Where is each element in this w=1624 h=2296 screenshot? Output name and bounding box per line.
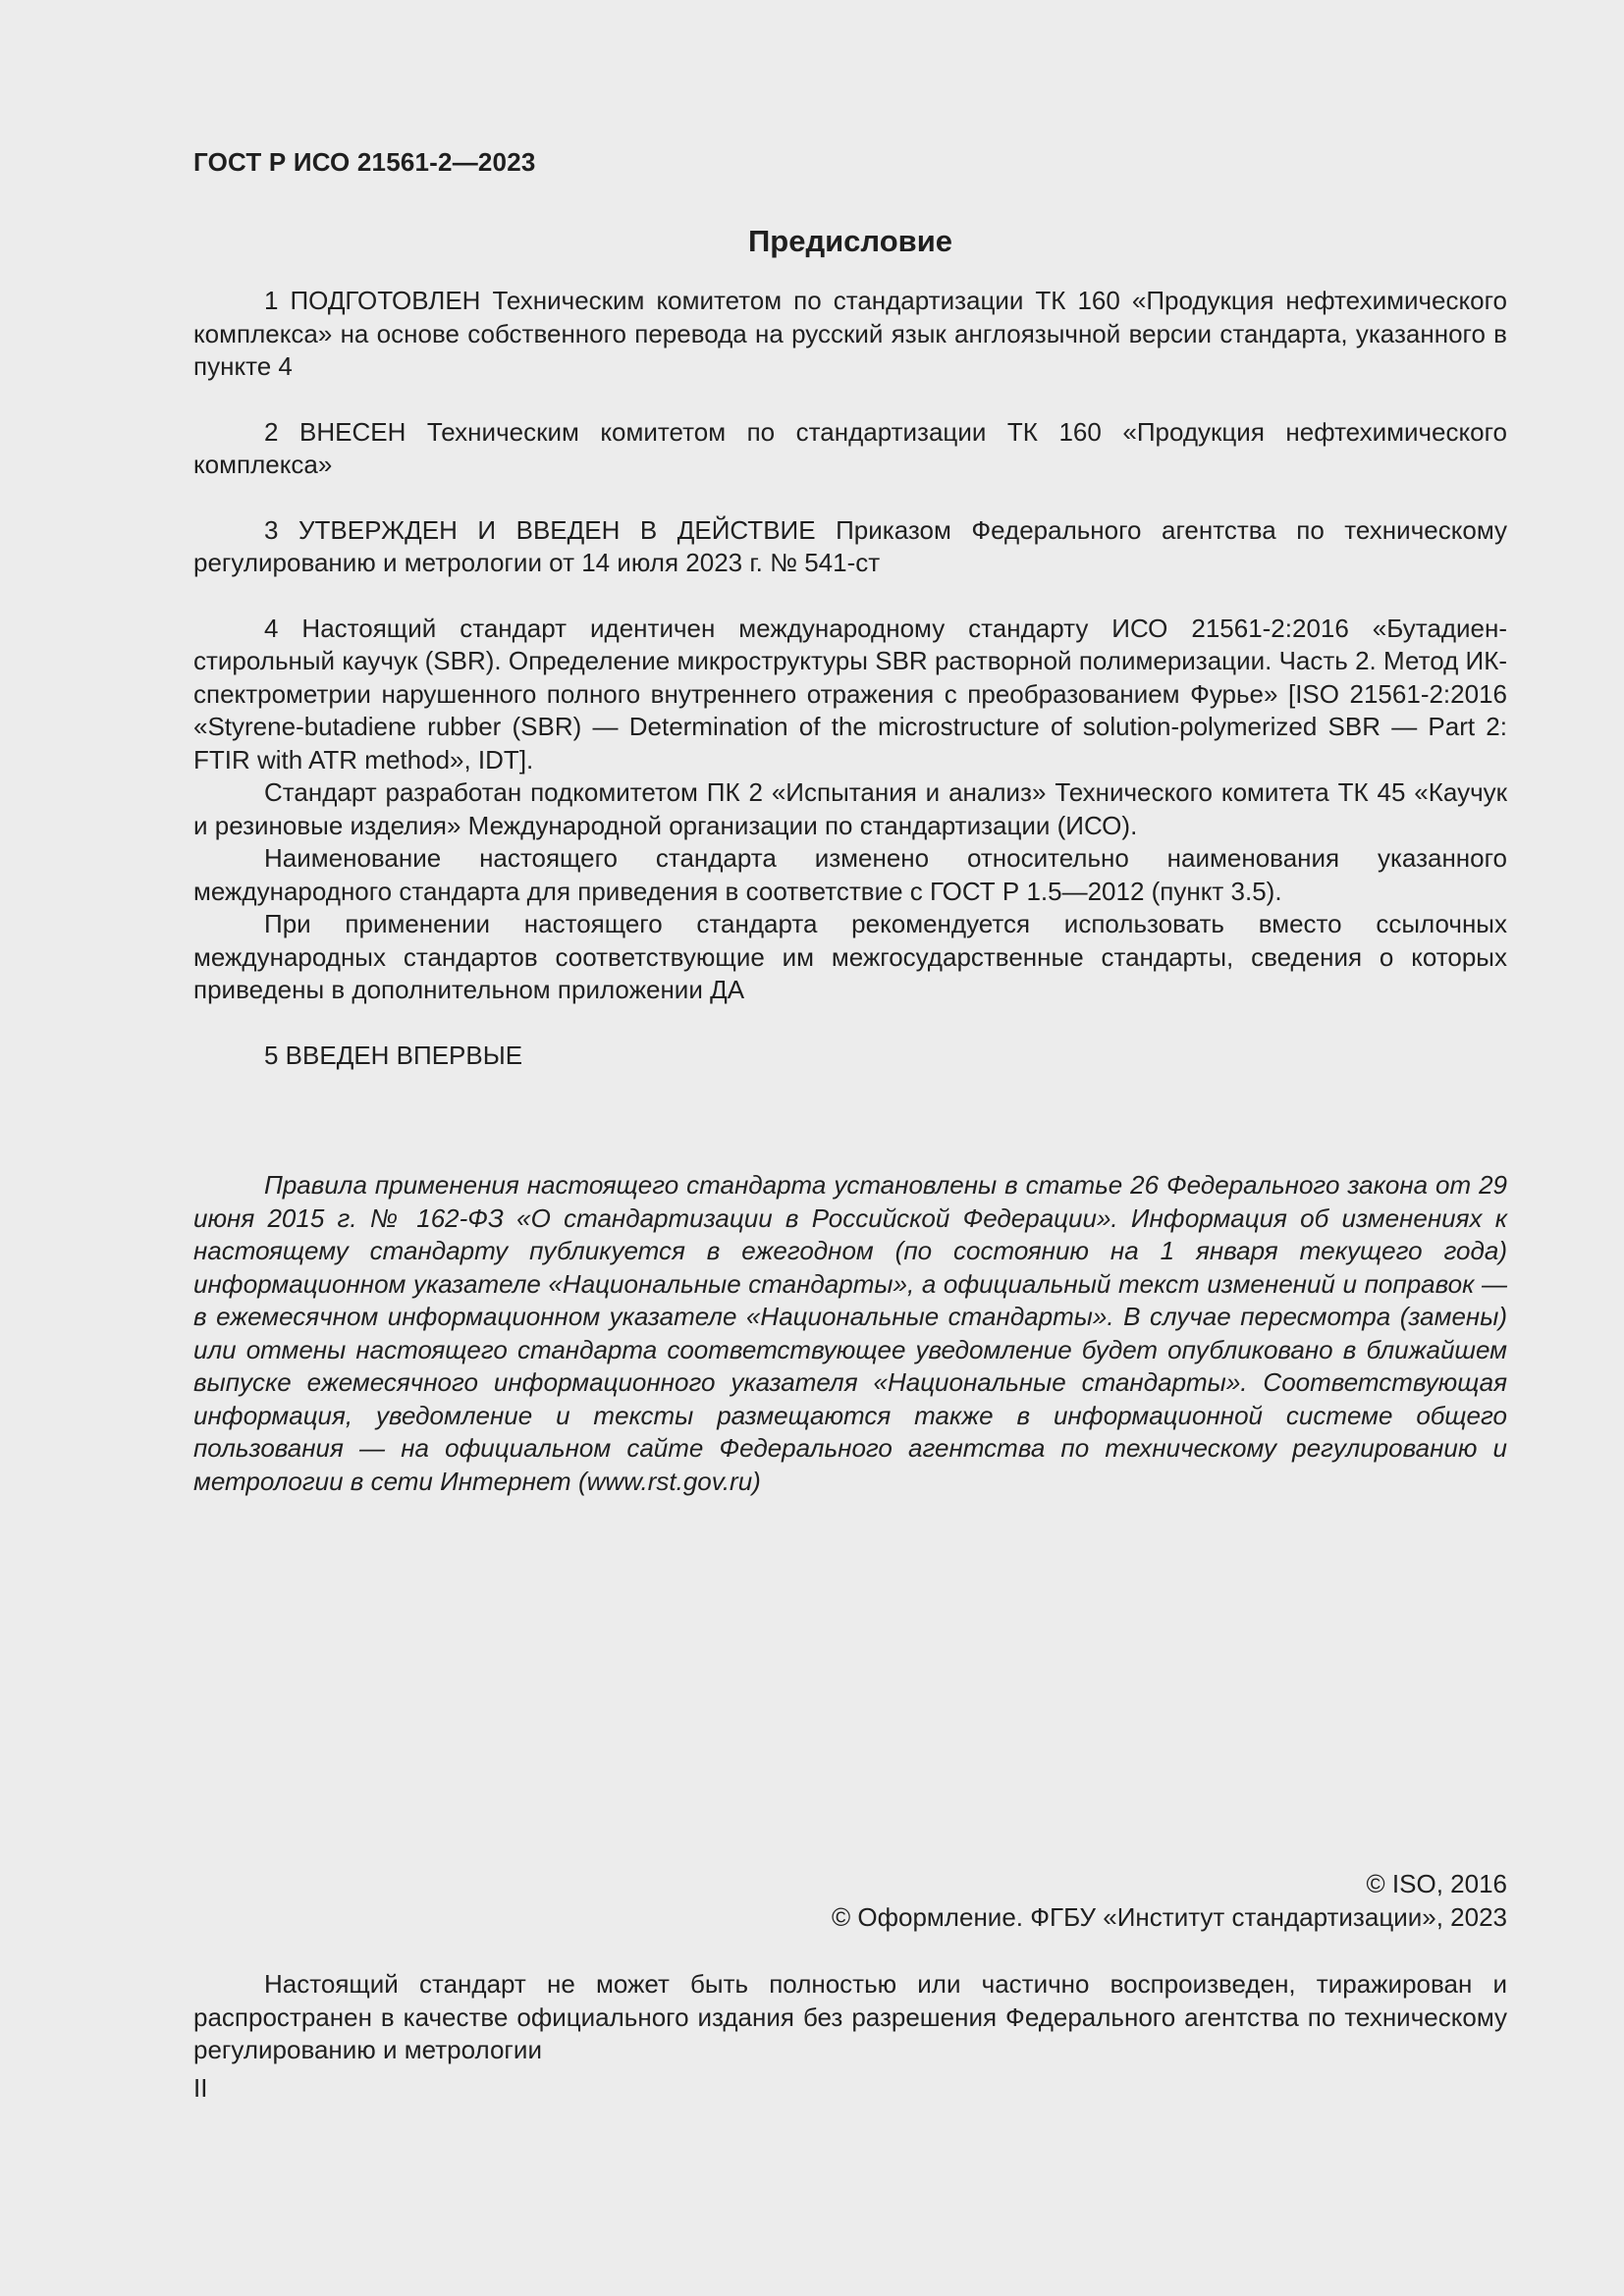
copyright-block	[832, 1868, 1507, 1934]
page-number: II	[193, 2073, 208, 2103]
paragraph-approved: 3 УТВЕРЖДЕН И ВВЕДЕН В ДЕЙСТВИЕ Приказом Федерального агентства по техническому регулированию и метрологии от 14 июля 2023 г. № 541-ст	[193, 514, 1507, 577]
document-page	[193, 0, 1507, 2296]
foreword-body	[193, 285, 1507, 1072]
document-id-header: ГОСТ Р ИСО 21561-2—2023	[193, 147, 536, 177]
paragraph-developed-by: Стандарт разработан подкомитетом ПК 2 «Испытания и анализ» Технического комитета ТК 45 «Каучук и резиновые изделия» Международной организации по стандартизации (ИСО).	[193, 777, 1507, 840]
reproduction-notice: Настоящий стандарт не может быть полностью или частично воспроизведен, тиражирован и распространен в качестве официального издания без разрешения Федерального агентства по техническому регулированию и метрологии	[193, 1969, 1507, 2064]
rules-notice: Правила применения настоящего стандарта установлены в статье 26 Федерального закона от 29 июня 2015 г. № 162-ФЗ «О стандартизации в Российской Федерации». Информация об изменениях к настоящему стандарту публикуется в ежегодном (по состоянию на 1 января текущего года) информационном указателе «Национальные стандарты», а официальный текст изменений и поправок — в ежемесячном информационном указателе «Национальные стандарты». В случае пересмотра (замены) или отмены настоящего стандарта соответствующее уведомление будет опубликовано в ближайшем выпуске ежемесячного информационного указателя «Национальные стандарты». Соответствующая информация, уведомление и тексты размещаются также в информационной системе общего пользования — на официальном сайте Федерального агентства по техническому регулированию и метрологии в сети Интернет (www.rst.gov.ru)	[193, 1170, 1507, 1496]
paragraph-name-changed: Наименование настоящего стандарта изменено относительно наименования указанного международного стандарта для приведения в соответствие с ГОСТ Р 1.5—2012 (пункт 3.5).	[193, 843, 1507, 906]
paragraph-prepared-by: 1 ПОДГОТОВЛЕН Техническим комитетом по стандартизации ТК 160 «Продукция нефтехимического комплекса» на основе собственного перевода на русский язык англоязычной версии стандарта, указанного в пункте 4	[193, 286, 1507, 381]
paragraph-references: При применении настоящего стандарта рекомендуется использовать вместо ссылочных международных стандартов соответствующие им межгосударственные стандарты, сведения о которых приведены в дополнительном приложении ДА	[193, 909, 1507, 1004]
paragraph-introduced-by: 2 ВНЕСЕН Техническим комитетом по стандартизации ТК 160 «Продукция нефтехимического комплекса»	[193, 416, 1507, 479]
copyright-iso: © ISO, 2016	[1366, 1869, 1507, 1898]
paragraph-identical-standard: 4 Настоящий стандарт идентичен международному стандарту ИСО 21561-2:2016 «Бутадиен-стирольный каучук (SBR). Определение микроструктуры SBR растворной полимеризации. Часть 2. Метод ИК-спектрометрии нарушенного полного внутреннего отражения с преобразованием Фурье» [ISO 21561-2:2016 «Styrene-butadiene rubber (SBR) — Determination of the microstructure of solution-polymerized SBR — Part 2: FTIR with ATR method», IDT].	[193, 613, 1507, 774]
page-title: Предисловие	[747, 224, 952, 258]
copyright-formatting: © Оформление. ФГБУ «Институт стандартизации», 2023	[832, 1901, 1507, 1932]
paragraph-introduced-first: 5 ВВЕДЕН ВПЕРВЫЕ	[264, 1040, 523, 1070]
